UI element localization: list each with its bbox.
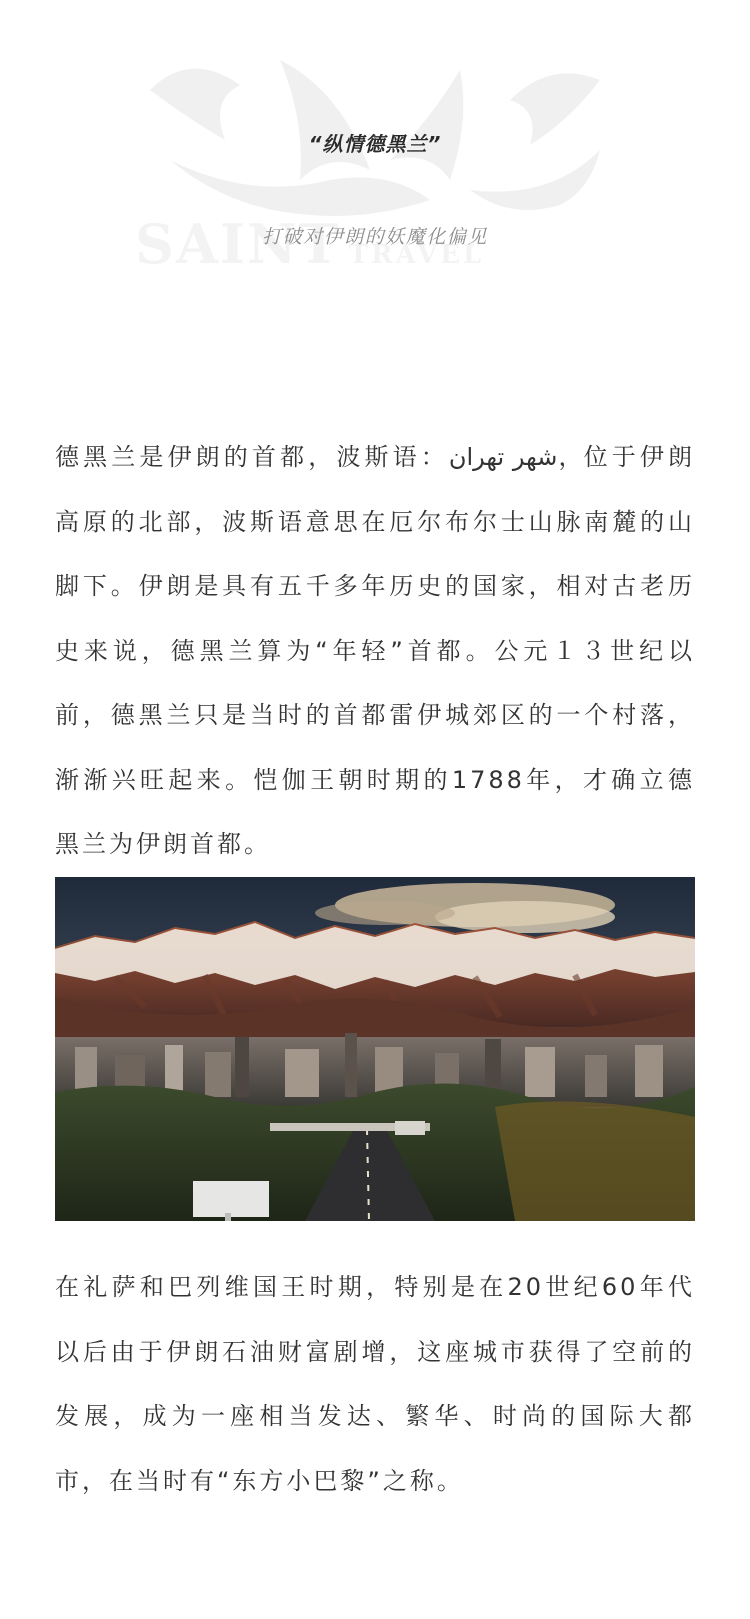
tehran-skyline-photo — [55, 877, 695, 1221]
article-header — [0, 0, 750, 330]
paragraph-history: 在礼萨和巴列维国王时期，特别是在20世纪60年代以后由于伊朗石油财富剧增，这座城市获得了空前的发展，成为一座相当发达、繁华、时尚的国际大都市，在当时有“东方小巴黎”之称。 — [55, 1273, 695, 1495]
photo-illustration — [55, 877, 695, 1221]
paragraph-intro: 德黑兰是伊朗的首都，波斯语：شهر تهران，位于伊朗高原的北部，波斯语意思在厄尔布尔士山脉南麓的山脚下。伊朗是具有五千多年历史的国家，相对古老历史来说，德黑兰算为“年轻”首都。公元１３世纪以前，德黑兰只是当时的首都雷伊城郊区的一个村落，渐渐兴旺起来。恺伽王朝时期的1788年，才确立德黑兰为伊朗首都。 — [55, 443, 696, 858]
article-title: “纵情德黑兰” — [308, 132, 442, 156]
article-subtitle: 打破对伊朗的妖魔化偏见 — [262, 226, 488, 248]
